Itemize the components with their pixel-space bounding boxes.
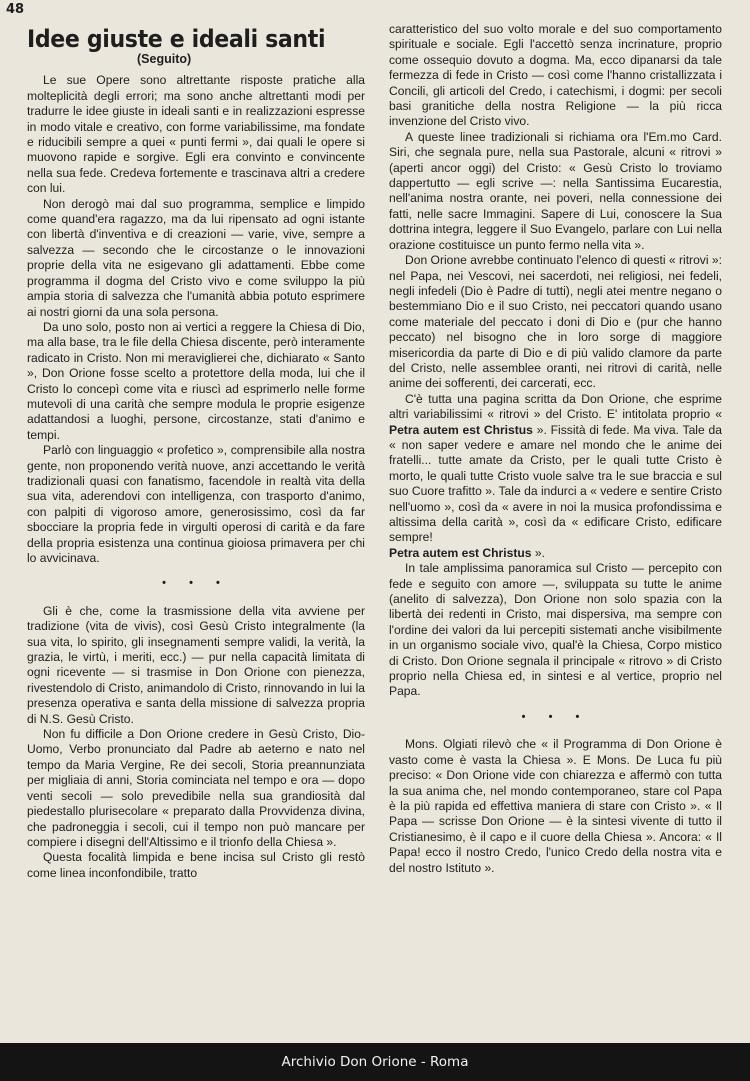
paragraph: Gli è che, come la trasmissione della vita avviene per tradizione (vita de vivis), così Gesù Cristo integralmente (la sua vita, lo spirito, gli insegnamenti sempre validi, la verità, la grazia, le virtù, i meriti, ecc.) — pur nella capacità limitata di ogni ricevente — si trasmise in Don Orione con pienezza, rivestendolo di Cristo, animandolo di Cristo, rinnovando in lui la presenza operativa e santa della missione di salvezza propria di N.S. Gesù Cristo.: [27, 603, 365, 726]
paragraph: caratteristico del suo volto morale e del suo comportamento spirituale e sociale. Egli l'accettò senza incrinature, proprio come ossequio dovuto a dogma. Ma, ecco dipanarsi da tale fermezza di fede in Cristo — così come l'hanno cristallizzata i Concili, gli articoli del Credo, i catechismi, i dogmi: per secoli basi granitiche della nostra Religione — la più ricca invenzione del Cristo vivo.: [389, 22, 722, 129]
paragraph-text: ».: [534, 545, 545, 560]
left-column: [27, 22, 365, 881]
section-separator: • • •: [521, 710, 590, 723]
section-separator: • • •: [162, 577, 230, 590]
paragraph: Non fu difficile a Don Orione credere in Gesù Cristo, Dio-Uomo, Verbo pronunciato dal Padre ab aeterno e nato nel tempo da Maria Vergine, Re dei secoli, Storia preannunziata per migliaia di anni, Storia cominciata nel tempo e ora — dopo venti secoli — solo prevedibile nella sua grandiosità dal piedestallo plurisecolare « preparato dalla Provvidenza divina, che padroneggia i secoli, cui il tempo non può mancare per compiere i disegni dell'Altissimo e il trionfo della Chiesa ».: [27, 727, 365, 849]
paragraph: Le sue Opere sono altrettante risposte pratiche alla molteplicità degli errori; ma sono anche altrettanti modi per tradurre le idee giuste in ideali santi e in realizzazioni espresse in modo vitale e creativo, con forme variabilissime, ma fondate e riducibili sempre a quei « punti fermi », dai quali le opere si muovono rapide e sorgive. Egli era convinto e convincente nella sua fede. Credeva fortemente e trascinava altri a credere con lui.: [27, 73, 365, 196]
article-subtitle: (Seguito): [137, 52, 192, 66]
archive-label: Archivio Don Orione - Roma: [281, 1054, 469, 1070]
paragraph-petra: [389, 392, 722, 561]
paragraph: A queste linee tradizionali si richiama ora l'Em.mo Card. Siri, che segnala pure, nella sua Pastorale, alcuni « ritrovi » (aperti ancor oggi) del Cristo: « Gesù Cristo lo troviamo dappertutto — egli scrive —: nella Santissima Eucarestia, nell'anima nostra orante, nei poveri, nella connessione dei fatti, nelle sacre Immagini. Sapere di Lui, conoscere la Sua dottrina integra, leggere il Suo Evangelo, parlare con Lui nella orazione costituisce un punto fermo nella vita ».: [389, 129, 722, 252]
article-title: Idee giuste e ideali santi: [27, 25, 326, 53]
page-number: 48: [6, 2, 25, 17]
paragraph-text: ». Fissità di fede. Ma viva. Tale da « non saper vedere e amare nel mondo che le anime dei fratelli... tutte amate da Cristo, per le quali tutte Cristo è morto, le quali tutte Cristo vuole salve tra le sue braccia e sul suo Cuore trafitto ». Tale da indurci a « vedere e sentire Cristo nell'uomo », così da « avere in noi la musica profondissima e altissima della carità », così da « edificare Cristo, edificare sempre!: [389, 422, 722, 545]
paragraph: Don Orione avrebbe continuato l'elenco di questi « ritrovi »: nel Papa, nei Vescovi, nei sacerdoti, nei religiosi, nei fedeli, negli infedeli (Dio è Padre di tutti), negli atei mentre negano o bestemmiano Dio e il suo Cristo, nei peccatori quando usano come materiale del peccato i doni di Dio e (pur che hanno peccato) nel bisogno che in loro sorge di maggiore misericordia da parte di Dio e di più valido clamore da parte del Cristo, nelle assemblee oranti, nei ritrovi di carità, nelle anime dei sofferenti, dei carcerati, ecc.: [389, 253, 722, 391]
paragraph: Questa focalità limpida e bene incisa sul Cristo gli restò come linea inconfondibile, tratto: [27, 850, 365, 880]
paragraph: Non derogò mai dal suo programma, semplice e limpido come quand'era ragazzo, ma da lui ripensato ad ogni istante con libertà d'inventiva e di creazioni — varie, vive, sempre a salvezza — secondo che le circostanze o le innovazioni proprie della vita ne esigevano gli adattamenti. Ebbe come programma il dogma del Cristo vivo e come sviluppo la più ampia storia di salvezza che l'umanità abbia potuto esprimere ai nostri giorni da una sola persona.: [27, 196, 365, 319]
paragraph: Da uno solo, posto non ai vertici a reggere la Chiesa di Dio, ma alla base, tra le file della Chiesa discente, però interamente radicato in Cristo. Non mi meraviglierei che, dichiarato « Santo », Don Orione fosse scelto a protettore della moda, lui che il Cristo lo concepì come vita e riuscì ad esprimerlo nelle forme mutevoli di una carità che sempre modula le proprie esigenze adattandosi a luoghi, persone, circostanze, stati d'animo e tempi.: [27, 319, 365, 442]
paragraph: In tale amplissima panoramica sul Cristo — percepito con fede e seguito con amore —, sviluppata su tutte le anime (anelito di salvezza), Don Orione non solo spazia con la libertà dei redenti in Cristo, mai dispersiva, ma sempre con l'ordine dei valori da lui percepiti sistemati anche visibilmente in un organismo sociale vivo, qual'è la Chiesa, Corpo mistico di Cristo. Don Orione segnala il principale « ritrovo » di Cristo proprio nella Chiesa ed, in sintesi e al vertice, proprio nel Papa.: [389, 561, 722, 699]
paragraph: Mons. Olgiati rilevò che « il Programma di Don Orione è vasto come è vasta la Chiesa ». E Mons. De Luca fu più preciso: « Don Orione vide con chiarezza e affermò con tutta la sua anima che, nel mondo contemporaneo, stare col Papa è la più rapida ed effettiva maniera di stare con Cristo ». « Il Papa — scrisse Don Orione — è la sintesi vivente di tutto il Cristianesimo, è il capo e il cuore della Chiesa ». Ancora: « Il Papa! ecco il nostro Credo, l'unico Credo della nostra vita e del nostro Istituto ».: [389, 737, 722, 875]
bold-closing: Petra autem est Christus: [389, 545, 532, 560]
paragraph-text: C'è tutta una pagina scritta da Don Orione, che esprime altri variabilissimi « ritrovi » del Cristo. E' intitolata proprio «: [389, 391, 722, 422]
paragraph: Parlò con linguaggio « profetico », comprensibile alla nostra gente, non proponendo verità nuove, anzi accettando le verità tradizionali quasi con fanatismo, facendole in realtà vita della sua vita, aderendovi con intelligenza, con trasporto d'animo, con palpiti di vigoroso amore, generosissimo, così da far sbocciare la propria fede in virgulti operosi di carità e da fare della propria esistenza una continua gioiosa primavera per chi lo avvicinava.: [27, 443, 365, 565]
right-column: [389, 22, 722, 876]
archive-footer: [0, 1043, 750, 1081]
bold-title: Petra autem est Christus: [389, 422, 533, 437]
